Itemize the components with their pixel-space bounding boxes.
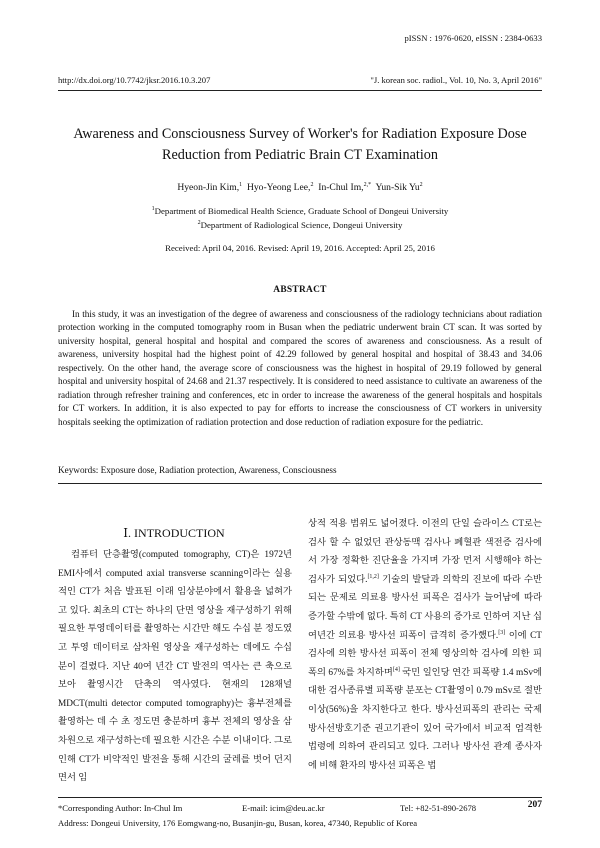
affiliation: $^1$Department of Biomedical Health Science, Graduate School of Dongeui University bbox=[151, 206, 449, 216]
body-column-right bbox=[308, 515, 542, 775]
keywords: Keywords: Exposure dose, Radiation protection, Awareness, Consciousness bbox=[58, 465, 337, 475]
author: Hyeon-Jin Kim,$^1$ bbox=[177, 181, 243, 193]
citation: [4] bbox=[392, 666, 400, 673]
received-dates: Received: April 04, 2016. Revised: April 19, 2016. Accepted: April 25, 2016 bbox=[165, 243, 435, 253]
paragraph: 컴퓨터 단층촬영(computed tomography, CT)은 1972년 EMI사에서 computed axial transverse scanning이라는 실용적인 CT가 처음 발표된 이래 임상분야에서 활용을 넓혀가고 있다. 최초의 CT는 하나의 단면 영상을 재구성하기 위해 필요한 투영데이터를 촬영하는 시간만 해도 수십 분 정도였고 투영 데이터로 삼차원 영상을 재구성하는 데에도 수십 분이 걸렸다. 지난 40여 년간 CT 발전의 역사는 큰 축으로 보아 촬영시간 단축의 역사였다. 현재의 128채널 MDCT(multi detector computed tomography)는 흉부전체를 촬영하는 데 수 초 정도면 충분하며 흉부 전체의 영상을 삼차원으로 재구성하는데 필요한 시간은 수분 이내이다. 그로인해 CT가 비약적인 발전을 통해 시간의 굴레를 벗어 던지면서 임 bbox=[58, 550, 292, 784]
body-column-left bbox=[58, 546, 292, 788]
author: In-Chul Im,$^{2,*}$ bbox=[318, 181, 372, 193]
paragraph: 상적 적용 범위도 넓어졌다. 이전의 단일 슬라이스 CT로는 검사 할 수 없었던 관상동맥 검사나 폐혈관 색전증 검사에서 가장 정확한 진단율을 가지며 가장 먼저 시행해야 하는 검사가 되었다.[1,2] 기술의 발달과 의학의 진보에 따라 수반되는 문제로 의료용 방사선 피폭은 검사가 늘어남에 따라 증가할 수밖에 없다. 특히 CT 사용의 증가로 인하여 지난 십여년간 의료용 방사선 피폭이 급격히 증가했다.[3] 이에 CT검사에 의한 방사선 피폭이 전체 영상의학 검사에 의한 피폭의 67%를 차지하며[4] 국민 일인당 연간 피폭량 1.4 mSv에 대한 검사종류별 피폭량 분포는 CT촬영이 0.79 mSv로 절반 이상(56%)을 차지한다고 한다. 방사선피폭의 관리는 국제 방사선방호기준 권고기관이 있어 국가에서 비교적 엄격한 법령에 의하여 관리되고 있다. 그러나 방사선 관계 종사자에 비해 환자의 방사선 피폭은 법 bbox=[308, 519, 543, 771]
citation: [3] bbox=[498, 629, 506, 636]
abstract-heading: ABSTRACT bbox=[273, 285, 327, 295]
doi-link[interactable]: http://dx.doi.org/10.7742/jksr.2016.10.3.207 bbox=[58, 75, 211, 85]
title-line-1: Awareness and Consciousness Survey of Worker's for Radiation Exposure Dose bbox=[73, 126, 527, 142]
abstract-rule bbox=[58, 483, 542, 484]
email[interactable]: E-mail: icim@deu.ac.kr bbox=[242, 803, 325, 813]
header-rule bbox=[58, 90, 542, 91]
section-title: Ⅰ. INTRODUCTION bbox=[123, 526, 225, 540]
page-number: 207 bbox=[527, 800, 542, 810]
address: Address: Dongeui University, 176 Eomgwang-no, Busanjin-gu, Busan, korea, 47340, Republic of Korea bbox=[58, 818, 418, 828]
author: Hyo-Yeong Lee,$^2$ bbox=[246, 181, 314, 193]
corresponding-author: *Corresponding Author: In-Chul Im bbox=[58, 803, 183, 813]
citation: [1,2] bbox=[367, 573, 379, 580]
affiliation: $^2$Department of Radiological Science, Dongeui University bbox=[197, 220, 403, 230]
author-list bbox=[40, 182, 560, 193]
title-line-2: Reduction from Pediatric Brain CT Examination bbox=[162, 147, 438, 163]
footer-rule bbox=[58, 797, 542, 798]
abstract-body: In this study, it was an investigation of the degree of awareness and consciousness of the radiology technicians about radiation protection working in the computed tomography room in Busan when the pediatric underwent brain CT scan. It was sorted by university hospital, general hospital and hospital and compared the scores of awareness and consciousness. As a result of awareness, university hospital had the highest point of 42.29 followed by general hospital and hospital of 38.43 and 34.06 respectively. On the other hand, the average score of consciousness was the highest in hospital of 29.19 followed by general hospital and university hospital of 24.68 and 21.37 respectively. It is considered to need assistance to cultivate an awareness of the radiation through refresher training and conferences, etc in order to increase the awareness of the general hospitals and hospitals for CT workers. In addition, it is also expected to pay for efforts to increase the consciousness of CT workers in university hospitals seeking the optimization of radiation protection and dose reduction of radiation exposure for the pediatric. bbox=[58, 309, 542, 427]
issn-line: pISSN : 1976-0620, eISSN : 2384-0633 bbox=[404, 33, 542, 43]
paper-title bbox=[40, 124, 560, 166]
telephone: Tel: +82-51-890-2678 bbox=[400, 803, 477, 813]
author: Yun-Sik Yu$^2$ bbox=[375, 181, 423, 193]
journal-citation: "J. korean soc. radiol., Vol. 10, No. 3, April 2016" bbox=[370, 75, 542, 85]
